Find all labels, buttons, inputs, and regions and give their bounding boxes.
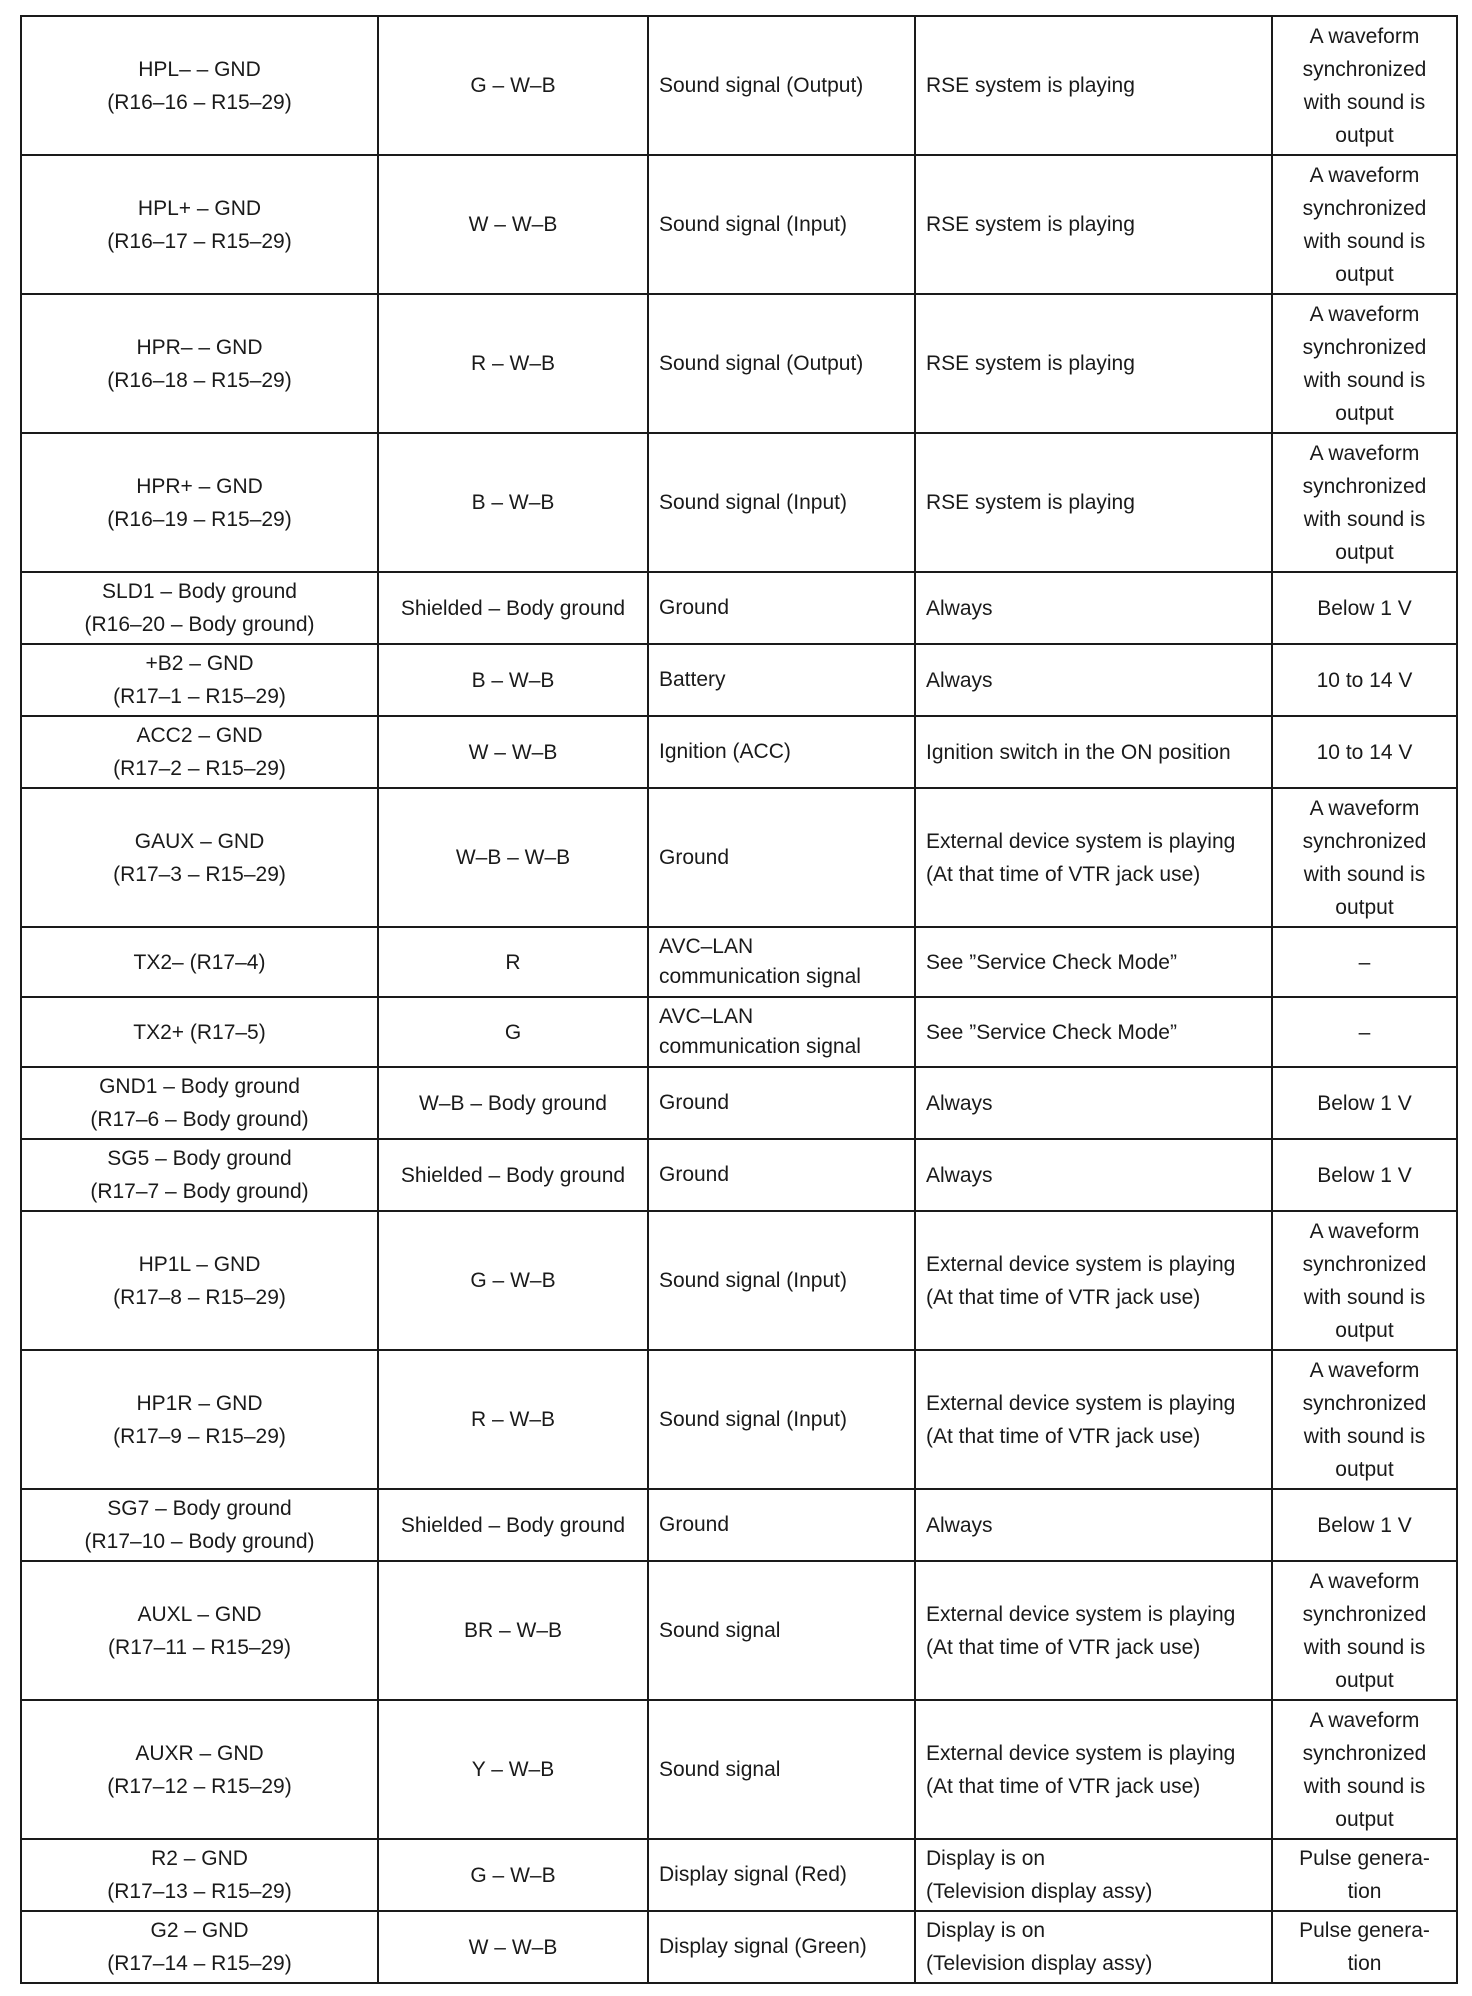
specified-condition-cell: – [1272, 997, 1457, 1067]
wiring-color-cell: R – W–B [378, 294, 648, 433]
wiring-color-cell: B – W–B [378, 433, 648, 572]
condition-cell: Always [915, 644, 1272, 716]
wiring-color-cell: Y – W–B [378, 1700, 648, 1839]
table-row [21, 1911, 1457, 1983]
condition-cell: Display is on (Television display assy) [915, 1911, 1272, 1983]
description-cell: Sound signal (Output) [648, 294, 915, 433]
wiring-color-cell: G – W–B [378, 1839, 648, 1911]
condition-cell: See ”Service Check Mode” [915, 927, 1272, 997]
terminal-cell: +B2 – GND (R17–1 – R15–29) [21, 644, 378, 716]
specified-condition-cell: Below 1 V [1272, 572, 1457, 644]
wiring-color-cell: W – W–B [378, 155, 648, 294]
condition-cell: Always [915, 1489, 1272, 1561]
wiring-color-cell: Shielded – Body ground [378, 1489, 648, 1561]
wiring-color-cell: G – W–B [378, 16, 648, 155]
terminal-cell: SG7 – Body ground (R17–10 – Body ground) [21, 1489, 378, 1561]
terminal-cell: ACC2 – GND (R17–2 – R15–29) [21, 716, 378, 788]
terminal-cell: TX2+ (R17–5) [21, 997, 378, 1067]
table-row [21, 1139, 1457, 1211]
table-row [21, 1350, 1457, 1489]
terminal-cell: GND1 – Body ground (R17–6 – Body ground) [21, 1067, 378, 1139]
specified-condition-cell: Below 1 V [1272, 1139, 1457, 1211]
table-row [21, 433, 1457, 572]
table-row [21, 1067, 1457, 1139]
description-cell: AVC–LAN communication signal [648, 997, 915, 1067]
table-row [21, 155, 1457, 294]
condition-cell: Always [915, 1139, 1272, 1211]
description-cell: Ignition (ACC) [648, 716, 915, 788]
description-cell: Sound signal [648, 1700, 915, 1839]
terminal-cell: AUXL – GND (R17–11 – R15–29) [21, 1561, 378, 1700]
description-cell: Sound signal (Input) [648, 1211, 915, 1350]
wiring-color-cell: BR – W–B [378, 1561, 648, 1700]
specified-condition-cell: Below 1 V [1272, 1489, 1457, 1561]
specified-condition-cell: A waveform synchronized with sound is output [1272, 16, 1457, 155]
condition-cell: External device system is playing (At that time of VTR jack use) [915, 1211, 1272, 1350]
terminal-cell: SLD1 – Body ground (R16–20 – Body ground) [21, 572, 378, 644]
wiring-color-cell: W – W–B [378, 1911, 648, 1983]
specified-condition-cell: A waveform synchronized with sound is output [1272, 1211, 1457, 1350]
wiring-color-cell: W – W–B [378, 716, 648, 788]
terminal-cell: HPR– – GND (R16–18 – R15–29) [21, 294, 378, 433]
description-cell: Sound signal [648, 1561, 915, 1700]
description-cell: Sound signal (Input) [648, 1350, 915, 1489]
table-row [21, 1700, 1457, 1839]
condition-cell: RSE system is playing [915, 294, 1272, 433]
terminal-cell: SG5 – Body ground (R17–7 – Body ground) [21, 1139, 378, 1211]
table-row [21, 572, 1457, 644]
specified-condition-cell: A waveform synchronized with sound is output [1272, 1700, 1457, 1839]
terminal-cell: HPR+ – GND (R16–19 – R15–29) [21, 433, 378, 572]
description-cell: Sound signal (Output) [648, 16, 915, 155]
description-cell: Display signal (Green) [648, 1911, 915, 1983]
description-cell: Sound signal (Input) [648, 433, 915, 572]
terminal-cell: AUXR – GND (R17–12 – R15–29) [21, 1700, 378, 1839]
description-cell: Sound signal (Input) [648, 155, 915, 294]
specified-condition-cell: A waveform synchronized with sound is output [1272, 1561, 1457, 1700]
condition-cell: Always [915, 572, 1272, 644]
terminal-cell: GAUX – GND (R17–3 – R15–29) [21, 788, 378, 927]
specified-condition-cell: Pulse genera- tion [1272, 1911, 1457, 1983]
description-cell: Ground [648, 1489, 915, 1561]
specified-condition-cell: 10 to 14 V [1272, 644, 1457, 716]
specified-condition-cell: Below 1 V [1272, 1067, 1457, 1139]
condition-cell: Always [915, 1067, 1272, 1139]
specified-condition-cell: – [1272, 927, 1457, 997]
description-cell: Ground [648, 1139, 915, 1211]
condition-cell: External device system is playing (At that time of VTR jack use) [915, 788, 1272, 927]
wiring-color-cell: B – W–B [378, 644, 648, 716]
specified-condition-cell: A waveform synchronized with sound is output [1272, 1350, 1457, 1489]
specified-condition-cell: Pulse genera- tion [1272, 1839, 1457, 1911]
description-cell: Ground [648, 572, 915, 644]
description-cell: Battery [648, 644, 915, 716]
condition-cell: RSE system is playing [915, 16, 1272, 155]
terminal-cell: TX2– (R17–4) [21, 927, 378, 997]
table-row [21, 1489, 1457, 1561]
table-row [21, 16, 1457, 155]
condition-cell: RSE system is playing [915, 433, 1272, 572]
terminal-inspection-table [20, 15, 1458, 1984]
table-row [21, 1211, 1457, 1350]
wiring-color-cell: W–B – W–B [378, 788, 648, 927]
table-row [21, 294, 1457, 433]
table-row [21, 927, 1457, 997]
description-cell: Ground [648, 1067, 915, 1139]
terminal-cell: HP1R – GND (R17–9 – R15–29) [21, 1350, 378, 1489]
description-cell: Display signal (Red) [648, 1839, 915, 1911]
specified-condition-cell: A waveform synchronized with sound is output [1272, 788, 1457, 927]
specified-condition-cell: A waveform synchronized with sound is output [1272, 155, 1457, 294]
specified-condition-cell: 10 to 14 V [1272, 716, 1457, 788]
condition-cell: RSE system is playing [915, 155, 1272, 294]
specified-condition-cell: A waveform synchronized with sound is output [1272, 294, 1457, 433]
terminal-cell: HP1L – GND (R17–8 – R15–29) [21, 1211, 378, 1350]
table-row [21, 997, 1457, 1067]
condition-cell: Display is on (Television display assy) [915, 1839, 1272, 1911]
specified-condition-cell: A waveform synchronized with sound is output [1272, 433, 1457, 572]
terminal-cell: R2 – GND (R17–13 – R15–29) [21, 1839, 378, 1911]
condition-cell: External device system is playing (At that time of VTR jack use) [915, 1350, 1272, 1489]
terminal-cell: G2 – GND (R17–14 – R15–29) [21, 1911, 378, 1983]
wiring-color-cell: W–B – Body ground [378, 1067, 648, 1139]
wiring-color-cell: Shielded – Body ground [378, 1139, 648, 1211]
table-row [21, 644, 1457, 716]
wiring-color-cell: R [378, 927, 648, 997]
terminal-cell: HPL+ – GND (R16–17 – R15–29) [21, 155, 378, 294]
wiring-color-cell: Shielded – Body ground [378, 572, 648, 644]
condition-cell: External device system is playing (At that time of VTR jack use) [915, 1700, 1272, 1839]
wiring-color-cell: G – W–B [378, 1211, 648, 1350]
table-row [21, 1561, 1457, 1700]
wiring-color-cell: G [378, 997, 648, 1067]
condition-cell: See ”Service Check Mode” [915, 997, 1272, 1067]
table-row [21, 716, 1457, 788]
condition-cell: External device system is playing (At that time of VTR jack use) [915, 1561, 1272, 1700]
table-row [21, 1839, 1457, 1911]
terminal-cell: HPL– – GND (R16–16 – R15–29) [21, 16, 378, 155]
condition-cell: Ignition switch in the ON position [915, 716, 1272, 788]
description-cell: Ground [648, 788, 915, 927]
description-cell: AVC–LAN communication signal [648, 927, 915, 997]
table-row [21, 788, 1457, 927]
wiring-color-cell: R – W–B [378, 1350, 648, 1489]
